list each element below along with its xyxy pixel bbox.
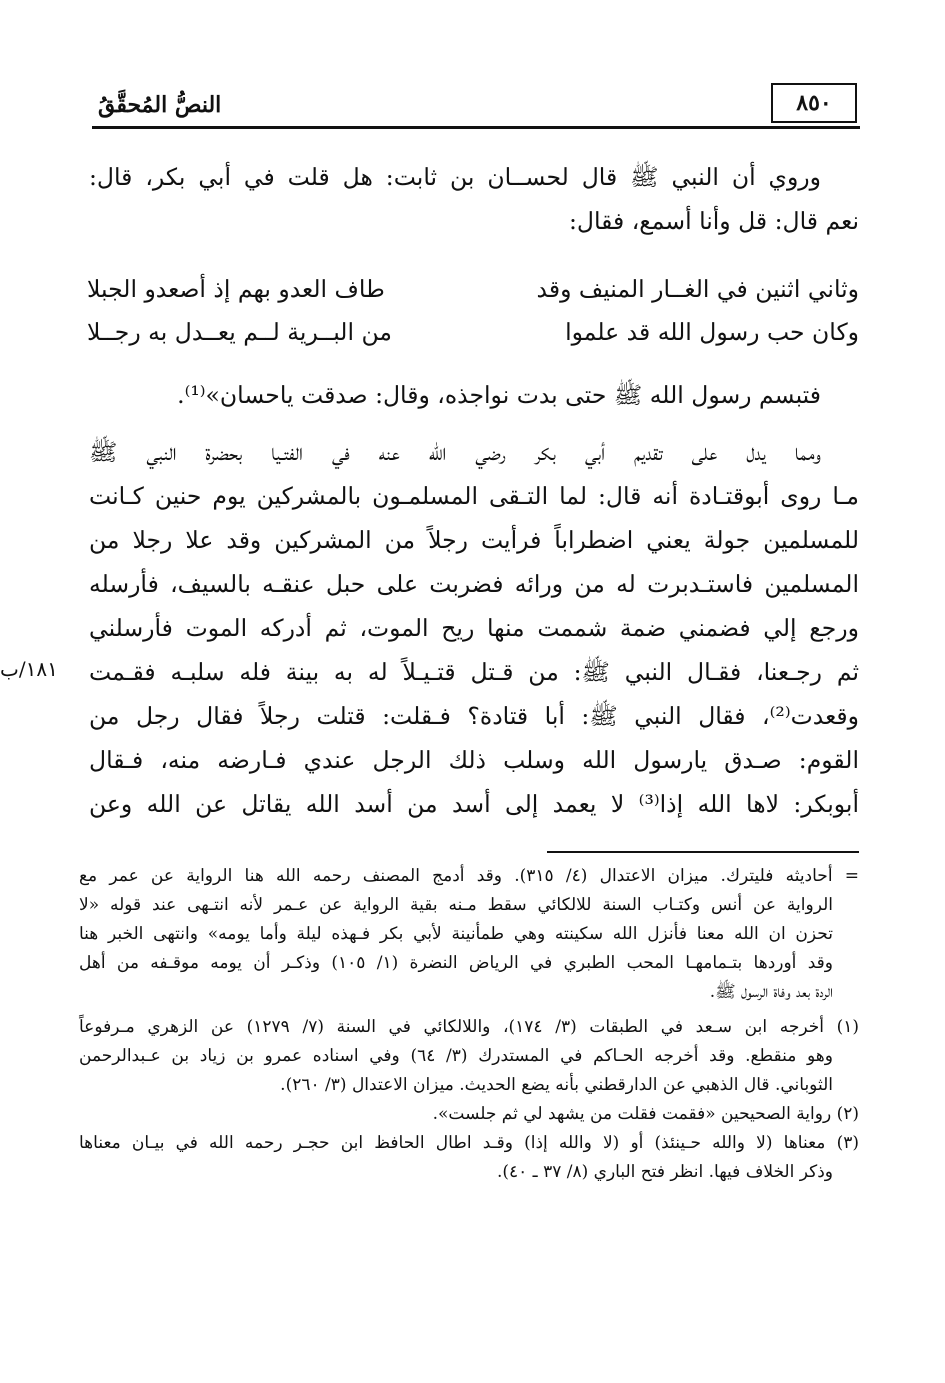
footnote-line: = أحاديثه فليترك. ميزان الاعتدال (٤/ ٣١٥). وقد أدمج المصنف رحمه الله هنا الرواية عن عمر مع bbox=[79, 866, 859, 886]
poem-verse bbox=[87, 268, 859, 311]
paragraph-abu-qatada bbox=[89, 430, 859, 826]
text-line: فتبسم رسول الله ﷺ حتى بدت نواجذه، وقال: صدقت ياحسان»⁽¹⁾. bbox=[177, 381, 821, 409]
text-line: ومما يدل على تقديم أبي بكر رضي الله عنه في الفتـيا بحضرة النبي ﷺ bbox=[89, 438, 821, 466]
text-line: أبوبكر: لاها الله إذا⁽³⁾ لا يعمد إلى أسد من أسد الله يقاتل عن الله وعن bbox=[89, 790, 859, 818]
footnote-line: وهو منقطع. وقد أخرجه الحـاكم في المستدرك (٣/ ٦٤) وفي اسناده عمرو بن زياد بن عـبدالرحمن bbox=[79, 1046, 833, 1066]
hemistich-first: وثاني اثنين في الغــار المنيف وقد bbox=[536, 275, 859, 303]
text-line: مـا روى أبوقتـادة أنه قال: لما التـقى المسلمـون بالمشركين يوم حنين كـانت bbox=[89, 482, 859, 510]
running-title: النصُّ المُحقَّقُ bbox=[98, 92, 222, 118]
footnote-1 bbox=[79, 1013, 859, 1100]
page-header bbox=[92, 80, 860, 130]
text-line: وروي أن النبي ﷺ قال لحســان بن ثابت: هل قلت في أبي بكر، قال: bbox=[89, 163, 821, 191]
poem bbox=[87, 268, 859, 354]
footnote-line: (٣) معناها (لا والله حـينئذ) أو (لا والله إذا) وقـد اطال الحافظ ابن حجـر رحمه الله في بيـان معناها bbox=[79, 1133, 859, 1153]
footnote-line: وذكر الخلاف فيها. انظر فتح الباري (٨/ ٣٧ ـ ٤٠). bbox=[496, 1162, 833, 1182]
footnote-line: (٢) رواية الصحيحين «فقمت فقلت من يشهد لي ثم جلست». bbox=[432, 1104, 859, 1124]
text-line: ثم رجـعنا، فقـال النبي ﷺ: من قـتل قتـيـلاً له به بينة فله سلبـه فقـمت bbox=[89, 658, 859, 686]
paragraph-prophet-smiled bbox=[89, 373, 859, 417]
page-number: ٨٥٠ bbox=[771, 83, 857, 123]
manuscript-folio-marker: ١٨١/ب bbox=[0, 657, 58, 681]
text-line: المسلمين فاستـدبرت له من ورائه فضربت على حبل عنقـه بالسيف، فأرسله bbox=[89, 570, 859, 598]
hemistich-second: طاف العدو بهم إذ أصعدو الجبلا bbox=[87, 275, 385, 303]
hemistich-first: وكان حب رسول الله قد علموا bbox=[565, 318, 859, 346]
text-line: ورجع إلي فضمني ضمة شممت منها ريح الموت، ثم أدركه الموت فأرسلني bbox=[89, 614, 859, 642]
footnote-line: تحزن ان الله معنا فأنزل الله سكينته وهي طمأنينة لأبي بكر فـهذه ليلة وأما يومه» وانتهى الخبر هنا bbox=[79, 924, 833, 944]
paragraph-hassan-intro bbox=[89, 155, 859, 243]
header-rule bbox=[92, 126, 860, 129]
text-line: للمسلمين جولة يعني اضطراباً فرأيت رجلاً من المشركين وقد علا رجلا من bbox=[89, 526, 859, 554]
footnote-line: الثوباني. قال الذهبي عن الدارقطني بأنه يضع الحديث. ميزان الاعتدال (٣/ ٢٦٠). bbox=[280, 1075, 833, 1095]
footnote-line: وقد أوردها بتـمامهـا المحب الطبري في الرياض النضرة (١/ ١٠٥) وذكـر أن يومه موقـفه من أهل bbox=[79, 953, 833, 973]
poem-verse bbox=[87, 311, 859, 354]
footnote-2 bbox=[79, 1100, 859, 1129]
footnote-separator bbox=[547, 851, 859, 853]
text-line: وقعدت⁽²⁾، فقال النبي ﷺ: أبا قتادة؟ فـقلت: قتلت رجلاً فقال رجل من bbox=[89, 702, 859, 730]
footnote-continuation bbox=[79, 862, 859, 1007]
hemistich-second: من البــرية لــم يعــدل به رجــلا bbox=[87, 318, 392, 346]
text-line: نعم قال: قل وأنا أسمع، فقال: bbox=[568, 207, 859, 235]
text-line: القوم: صـدق يارسول الله وسلب ذلك الرجل عندي فـارضه منه، فـقال bbox=[89, 746, 859, 774]
footnote-line: الرواية عن أنس وكتـاب السنة للالكائي سقط مـنه بقية الرواية عن عـمر لأنه انتـهى عند قوله «لا bbox=[79, 895, 833, 915]
footnote-line: الردة بعد وفاة الرسول ﷺ. bbox=[709, 982, 833, 1002]
footnotes bbox=[79, 862, 859, 1187]
footnote-3 bbox=[79, 1129, 859, 1187]
footnote-line: (١) أخرجه ابن سـعد في الطبقات (٣/ ١٧٤)، واللالكائي في السنة (٧/ ١٢٧٩) عن الزهري مـرفوعاً bbox=[79, 1017, 859, 1037]
